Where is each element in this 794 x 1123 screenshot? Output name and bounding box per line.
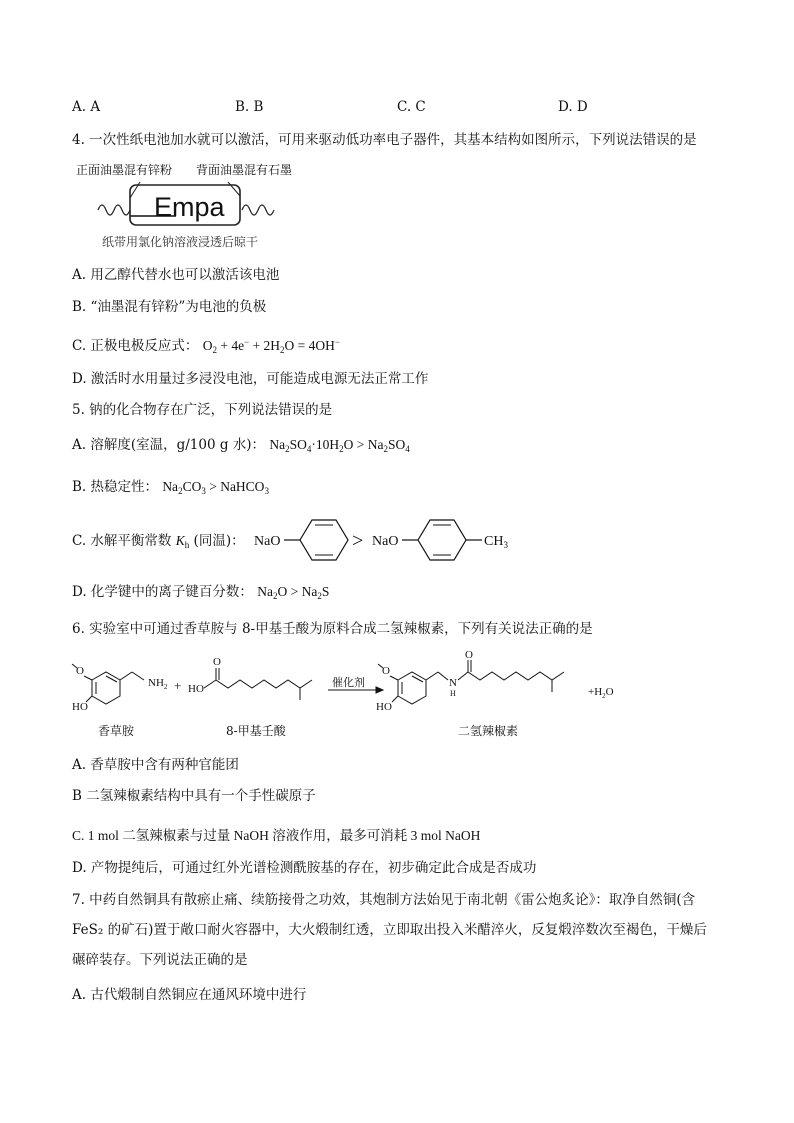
svg-text:NH2: $NH_2$ xyxy=(148,677,168,691)
q4-option-b: B. “油墨混有锌粉”为电池的负极 xyxy=(72,299,267,315)
q6-option-c: C. 1 mol 二氢辣椒素与过量 NaOH 溶液作用，最多可消耗 3 mol NaOH xyxy=(72,828,481,843)
q4-option-c-equation: $O_2 + 4e^- + 2H_2O = 4OH^-$ xyxy=(202,337,340,355)
q3-option-b: B. B xyxy=(235,99,264,115)
q5-stem: 5. 钠的化合物存在广泛，下列说法错误的是 xyxy=(72,402,333,418)
q4-fig-label-right: 背面油墨混有石墨 xyxy=(196,163,293,177)
q6-stem: 6. 实验室中可通过香草胺与 8-甲基壬酸为原料合成二氢辣椒素，下列有关说法正确的是 xyxy=(72,621,593,637)
q5-option-d-formula: $Na_2O > Na_2S$ xyxy=(257,584,330,601)
q5-option-c xyxy=(72,532,245,554)
svg-text:O: O xyxy=(465,650,473,661)
q6-option-b: B 二氢辣椒素结构中具有一个手性碳原子 xyxy=(72,788,316,804)
label-8-methylnonanoic-acid: 8-甲基壬酸 xyxy=(226,724,286,738)
q4-fig-label-left: 正面油墨混有锌粉 xyxy=(76,163,173,177)
q5-option-d-prefix: D. 化学键中的离子键百分数： xyxy=(72,584,253,600)
svg-text:H: H xyxy=(450,689,456,698)
phenoxide-comparison-structures xyxy=(252,510,522,570)
svg-text:NaO: NaO xyxy=(372,534,399,549)
q6-option-d: D. 产物提纯后，可通过红外光谱检测酰胺基的存在，初步确定此合成是否成功 xyxy=(72,860,537,876)
q3-option-d: D. D xyxy=(558,99,588,115)
svg-text:HO: HO xyxy=(188,683,204,695)
q3-option-c: C. C xyxy=(397,99,426,115)
q3-options-row xyxy=(72,99,732,117)
svg-text:CH3: $CH_3$ xyxy=(484,534,508,550)
q7-option-a: A. 古代煅制自然铜应在通风环境中进行 xyxy=(72,987,307,1003)
q7-line-3: 碾碎装存。下列说法正确的是 xyxy=(72,952,248,968)
q4-option-c xyxy=(72,333,340,359)
q5-option-c-kh: $K_h$ xyxy=(175,533,190,550)
q5-option-b-formula: $Na_2CO_3$ > NaHCO$_3$ xyxy=(162,479,269,496)
paper-battery-diagram xyxy=(96,180,286,232)
svg-text:O: O xyxy=(382,665,390,677)
svg-text:HO: HO xyxy=(72,701,88,713)
q5-option-a-prefix: A. 溶解度(室温，g/100 g 水)： xyxy=(72,437,266,453)
svg-text:NaO: NaO xyxy=(254,534,281,549)
q5-option-b-prefix: B. 热稳定性： xyxy=(72,479,159,495)
q5-option-b xyxy=(72,478,269,500)
q5-option-c-mid: (同温)： xyxy=(193,533,245,549)
label-vanillylamine: 香草胺 xyxy=(98,724,135,738)
q5-option-c-prefix: C. 水解平衡常数 xyxy=(72,533,172,549)
svg-text:N: N xyxy=(449,677,457,689)
q5-option-a xyxy=(72,436,410,458)
q7-line-2: FeS₂ 的矿石)置于敞口耐火容器中，大火煅制红透，立即取出投入米醋淬火，反复煅淬数次至褐色，干燥后 xyxy=(72,922,707,938)
svg-text:>: > xyxy=(352,530,364,552)
q5-option-d xyxy=(72,583,329,605)
q4-stem: 4. 一次性纸电池加水就可以激活，可用来驱动低功率电子器件，其基本结构如图所示，下列说法错误的是 xyxy=(72,132,697,148)
catalyst-label: 催化剂 xyxy=(332,676,365,689)
svg-text:O: O xyxy=(213,656,221,668)
q5-option-a-formula: $Na_2SO_4\cdot 10H_2O > Na_2SO_4$ xyxy=(269,437,410,454)
svg-text:+: + xyxy=(174,678,182,693)
q4-option-a: A. 用乙醇代替水也可以激活该电池 xyxy=(72,267,280,283)
q3-option-a: A. A xyxy=(72,99,101,115)
q6-option-a: A. 香草胺中含有两种官能团 xyxy=(72,757,239,773)
q4-fig-caption: 纸带用氯化钠溶液浸透后晾干 xyxy=(102,235,259,249)
q4-option-d: D. 激活时水用量过多浸没电池，可能造成电源无法正常工作 xyxy=(72,371,429,387)
q7-line-1: 7. 中药自然铜具有散瘀止痛、续筋接骨之功效，其炮制方法始见于南北朝《雷公炮炙论》：取净自然铜(含 xyxy=(72,892,696,908)
synthesis-reaction-scheme xyxy=(70,650,630,722)
q4-option-c-prefix: C. 正极电极反应式： xyxy=(72,338,199,354)
empa-logo: Empa xyxy=(154,192,225,222)
svg-text:HO: HO xyxy=(376,701,392,713)
svg-text:+H2O: $+H_2O$ xyxy=(588,686,614,700)
label-dihydrocapsaicin: 二氢辣椒素 xyxy=(458,724,519,738)
svg-text:O: O xyxy=(76,665,84,677)
